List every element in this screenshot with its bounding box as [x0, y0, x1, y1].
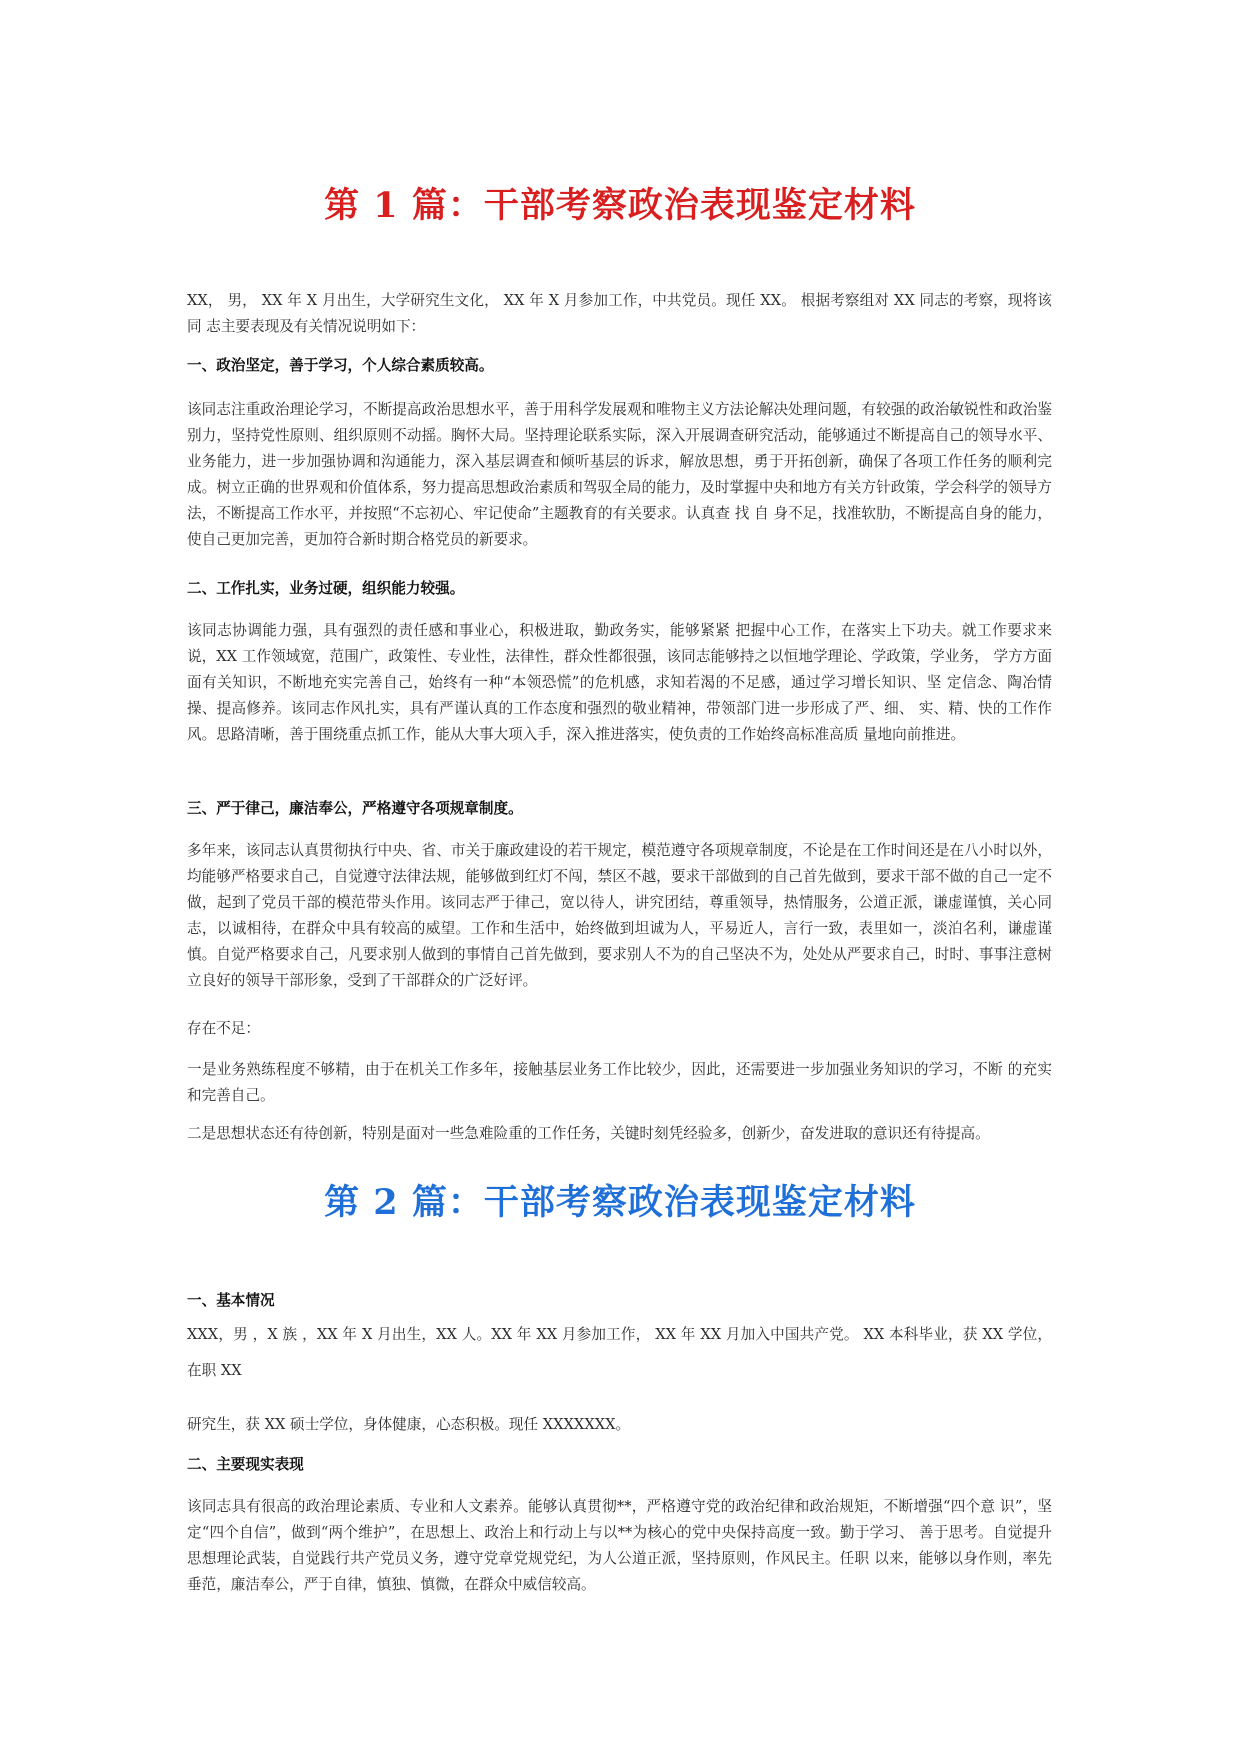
- article-2-paragraph-1a: [187, 1317, 1052, 1389]
- intro-paragraph: XX， 男， XX 年 X 月出生，大学研究生文化， XX 年 X 月参加工作，中共党员。现任 XX。 根据考察组对 XX 同志的考察，现将该同 志主要表现及有关情况说明如下：: [187, 292, 1052, 335]
- body-paragraph: XXX，男 ，X 族 ，XX 年 X 月出生，XX 人。XX 年 XX 月参加工作， XX 年 XX 月加入中国共产党。 XX 本科毕业，获 XX 学位，在职 XX: [187, 1326, 1052, 1379]
- article-2-heading-1: [187, 1288, 1052, 1314]
- article-2-paragraph-2: [187, 1494, 1052, 1598]
- shortcoming-2: [187, 1121, 1052, 1147]
- article-1-intro: [187, 288, 1052, 340]
- article-1-paragraph-1: [187, 397, 1052, 553]
- shortcoming-label: [187, 1016, 1052, 1042]
- body-paragraph: 研究生，获 XX 硕士学位，身体健康，心态积极。现任 XXXXXXX。: [187, 1416, 631, 1433]
- shortcoming-paragraph: 二是思想状态还有待创新，特别是面对一些急难险重的工作任务，关键时刻凭经验多，创新少，奋发进取的意识还有待提高。: [187, 1125, 990, 1142]
- article-1-heading-1: [187, 353, 1052, 379]
- section-heading: 二、工作扎实，业务过硬，组织能力较强。: [187, 580, 465, 597]
- article-2-title: 第 2 篇：干部考察政治表现鉴定材料: [324, 1182, 916, 1223]
- body-paragraph: 该同志具有很高的政治理论素质、专业和人文素养。能够认真贯彻**，严格遵守党的政治纪律和政治规矩，不断增强“四个意 识”，坚定“四个自信”，做到“两个维护”，在思想上、政治上和行动上与以**为核心的党中央保持高度一致。勤于学习、 善于思考。自觉提升思想理论武装，自觉践行共产党员义务，遵守党章党规党纪，为人公道正派，坚持原则，作风民主。任职 以来，能够以身作则，率先垂范，廉洁奉公，严于自律，慎独、慎微，在群众中威信较高。: [187, 1498, 1052, 1593]
- article-2-paragraph-1b: [187, 1412, 1052, 1438]
- section-heading: 三、严于律己，廉洁奉公，严格遵守各项规章制度。: [187, 800, 523, 817]
- shortcoming-1: [187, 1057, 1052, 1109]
- article-1-heading-2: [187, 576, 1052, 602]
- article-1-title: 第 1 篇：干部考察政治表现鉴定材料: [324, 185, 916, 226]
- article-1-heading-3: [187, 796, 1052, 822]
- body-paragraph: 该同志注重政治理论学习，不断提高政治思想水平，善于用科学发展观和唯物主义方法论解决处理问题，有较强的政治敏锐性和政治鉴别力，坚持党性原则、组织原则不动摇。胸怀大局。坚持理论联系实际，深入开展调查研究活动，能够通过不断提高自己的领导水平、业务能力，进一步加强协调和沟通能力，深入基层调查和倾听基层的诉求，解放思想，勇于开拓创新，确保了各项工作任务的顺利完成。树立正确的世界观和价值体系，努力提高思想政治素质和驾驭全局的能力，及时掌握中央和地方有关方针政策，学会科学的领导方法，不断提高工作水平，并按照“不忘初心、牢记使命”主题教育的有关要求。认真查 找 自 身不足，找准软肋，不断提高自身的能力，使自己更加完善，更加符合新时期合格党员的新要求。: [187, 401, 1052, 548]
- article-2-heading-2: [187, 1452, 1052, 1478]
- section-heading: 一、政治坚定，善于学习，个人综合素质较高。: [187, 357, 494, 374]
- article-1-paragraph-3: [187, 838, 1052, 994]
- body-paragraph: 多年来，该同志认真贯彻执行中央、省、市关于廉政建设的若干规定，模范遵守各项规章制度，不论是在工作时间还是在八小时以外，均能够严格要求自己，自觉遵守法律法规，能够做到红灯不闯，禁区不越，要求干部做到的自己首先做到，要求干部不做的自己一定不做，起到了党员干部的模范带头作用。该同志严于律己，宽以待人，讲究团结，尊重领导，热情服务，公道正派，谦虚谨慎，关心同志，以诚相待，在群众中具有较高的威望。工作和生活中，始终做到坦诚为人，平易近人，言行一致，表里如一，淡泊名利，谦虚谨慎。自觉严格要求自己，凡要求别人做到的事情自己首先做到，要求别人不为的自己坚决不为，处处从严要求自己，时时、事事注意树立良好的领导干部形象，受到了干部群众的广泛好评。: [187, 842, 1052, 989]
- section-heading: 二、主要现实表现: [187, 1456, 304, 1473]
- body-paragraph: 该同志协调能力强，具有强烈的责任感和事业心，积极进取，勤政务实，能够紧紧 把握中心工作，在落实上下功夫。就工作要求来说，XX 工作领域宽，范围广，政策性、专业性，法律性，群众性都很强，该同志能够持之以恒地学理论、学政策，学业务， 学方方面面有关知识，不断地充实完善自己，始终有一种“本领恐慌”的危机感，求知若渴的不足感，通过学习增长知识、坚 定信念、陶冶情操、提高修养。该同志作风扎实，具有严谨认真的工作态度和强烈的敬业精神，带领部门进一步形成了严、细、 实、精、快的工作作风。思路清晰，善于围绕重点抓工作，能从大事大项入手，深入推进落实，使负责的工作始终高标准高质 量地向前推进。: [187, 622, 1052, 743]
- section-heading: 一、基本情况: [187, 1292, 275, 1309]
- shortcoming-paragraph: 一是业务熟练程度不够精，由于在机关工作多年，接触基层业务工作比较少，因此，还需要进一步加强业务知识的学习，不断 的充实和完善自己。: [187, 1061, 1052, 1104]
- article-1-paragraph-2: [187, 618, 1052, 748]
- shortcoming-label-text: 存在不足：: [187, 1020, 260, 1037]
